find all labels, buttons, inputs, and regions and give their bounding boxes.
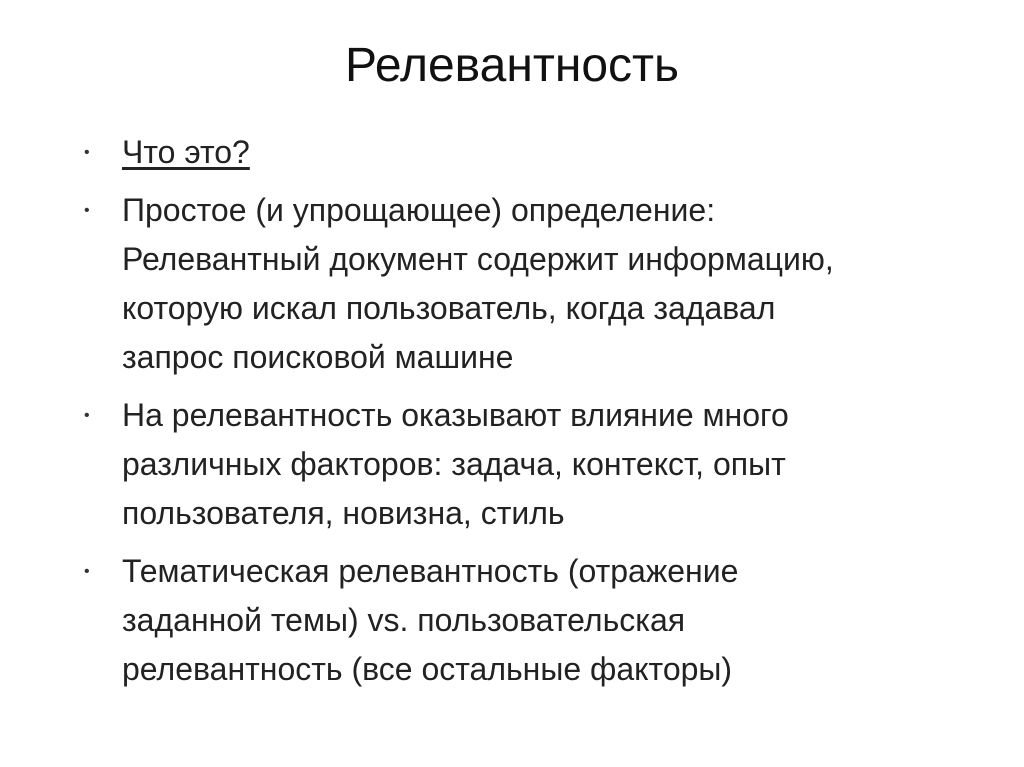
bullet-item-definition xyxy=(84,186,964,382)
bullet-item-factors xyxy=(84,391,964,538)
bullet-marker-icon: • xyxy=(84,407,90,424)
bullet-list xyxy=(84,128,964,703)
bullet-text-line: На релевантность оказывают влияние много xyxy=(122,397,789,433)
slide-title: Релевантность xyxy=(344,39,680,92)
bullet-text-line: Простое (и упрощающее) определение: xyxy=(122,192,716,228)
bullet-text-line: пользователя, новизна, стиль xyxy=(122,495,565,531)
bullet-text-line: релевантность (все остальные факторы) xyxy=(122,651,733,687)
bullet-text-line: заданной темы) vs. пользовательская xyxy=(122,602,686,638)
bullet-item-what-is-it xyxy=(84,128,964,177)
bullet-text-line: Релевантный документ содержит информацию, xyxy=(122,241,834,277)
bullet-text-line: различных факторов: задача, контекст, опыт xyxy=(122,446,786,482)
bullet-text: Что это? xyxy=(122,134,250,170)
bullet-item-thematic-vs-user xyxy=(84,547,964,694)
bullet-marker-icon: • xyxy=(84,144,90,161)
bullet-marker-icon: • xyxy=(84,563,90,580)
bullet-marker-icon: • xyxy=(84,202,90,219)
bullet-text-line: запрос поисковой машине xyxy=(122,339,514,375)
bullet-text-line: Тематическая релевантность (отражение xyxy=(122,553,739,589)
bullet-text-line: которую искал пользователь, когда задавал xyxy=(122,290,776,326)
